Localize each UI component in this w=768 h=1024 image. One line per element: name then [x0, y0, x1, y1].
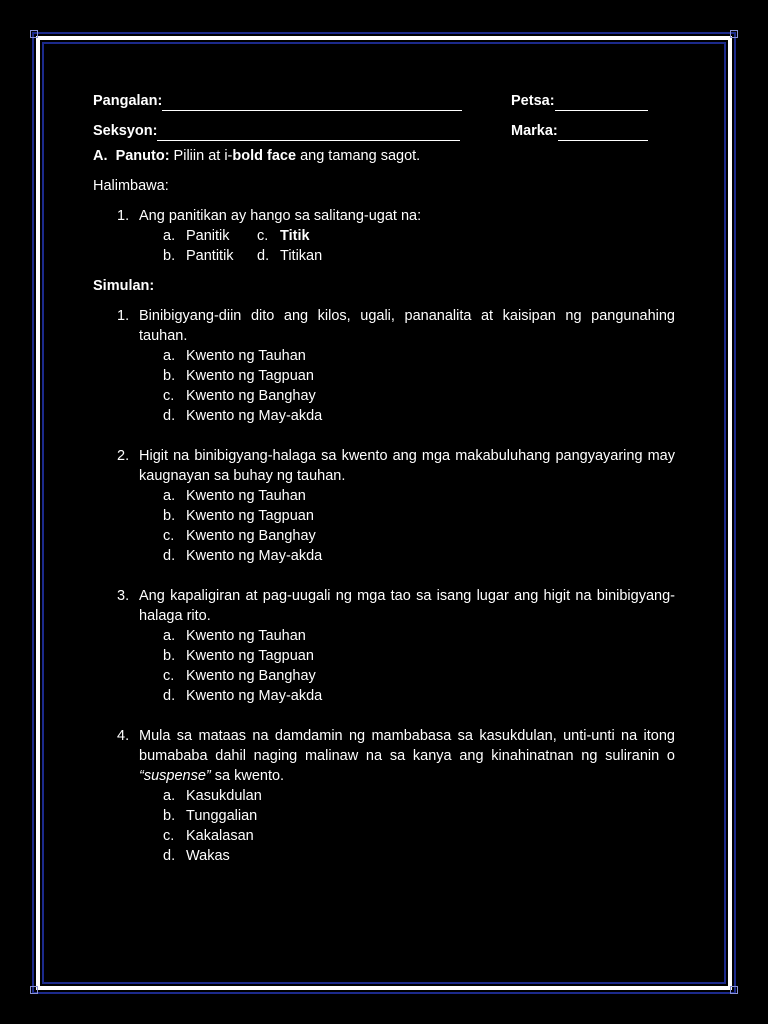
option-item[interactable]	[163, 666, 675, 686]
option-item[interactable]	[163, 406, 675, 426]
question-number: 2.	[117, 448, 130, 464]
question-4-options	[163, 786, 675, 866]
option-item[interactable]	[163, 546, 675, 566]
option-letter: a.	[163, 788, 176, 804]
option-text: Kwento ng Tagpuan	[186, 648, 314, 664]
instructions-letter: A.	[93, 148, 108, 164]
option-item[interactable]	[163, 626, 675, 646]
option-letter: d.	[163, 688, 176, 704]
option-text: Kwento ng Tauhan	[186, 488, 306, 504]
option-text: Wakas	[186, 848, 230, 864]
option-item[interactable]	[163, 686, 675, 706]
score-label: Marka:	[511, 123, 558, 139]
option-item[interactable]	[163, 486, 675, 506]
example-options	[163, 226, 675, 266]
question-text-italic: “suspense”	[139, 768, 211, 784]
option-text: Tunggalian	[186, 808, 258, 824]
option-item[interactable]	[163, 506, 675, 526]
section-field[interactable]	[157, 126, 460, 141]
option-letter: b.	[163, 648, 176, 664]
option-text: Kwento ng Tagpuan	[186, 368, 314, 384]
name-label: Pangalan:	[93, 93, 163, 109]
option-text: Titikan	[280, 248, 323, 264]
instructions-label: Panuto:	[115, 148, 170, 164]
question-text	[139, 726, 675, 786]
option-item[interactable]	[163, 826, 675, 846]
option-text: Kwento ng Tagpuan	[186, 508, 314, 524]
question-text: Ang kapaligiran at pag-uugali ng mga tao sa isang lugar ang higit na binibigyang-halaga rito.	[139, 588, 675, 624]
option-letter: b.	[163, 508, 176, 524]
question-1	[93, 306, 675, 346]
worksheet	[93, 86, 675, 866]
question-text: Binibigyang-diin dito ang kilos, ugali, pananalita at kaisipan ng pangunahing tauhan.	[139, 308, 675, 344]
question-text: Higit na binibigyang-halaga sa kwento ang mga makabuluhang pangyayaring may kaugnayan sa buhay ng tauhan.	[139, 448, 675, 484]
score-field[interactable]	[558, 126, 648, 141]
option-text: Pantitik	[186, 248, 234, 264]
option-item[interactable]	[163, 366, 675, 386]
option-letter: d.	[257, 248, 270, 264]
option-letter: d.	[163, 548, 176, 564]
question-number: 3.	[117, 588, 130, 604]
option-letter: b.	[163, 808, 176, 824]
option-text: Kwento ng Banghay	[186, 528, 316, 544]
question-2-options	[163, 486, 675, 566]
option-letter: c.	[163, 828, 175, 844]
option-letter: a.	[163, 348, 176, 364]
option-text: Kwento ng May-akda	[186, 688, 323, 704]
option-letter: d.	[163, 408, 176, 424]
option-text: Kwento ng Banghay	[186, 668, 316, 684]
instructions-text-after: ang tamang sagot.	[296, 148, 421, 164]
option-item[interactable]	[163, 846, 675, 866]
question-2	[93, 446, 675, 486]
example-number: 1.	[117, 208, 130, 224]
section-label: Seksyon:	[93, 123, 158, 139]
question-3	[93, 586, 675, 626]
option-letter: b.	[163, 368, 176, 384]
name-field[interactable]	[162, 96, 462, 111]
option-item[interactable]	[163, 386, 675, 406]
instructions	[93, 146, 675, 166]
option-letter: c.	[257, 228, 269, 244]
option-text: Kwento ng Banghay	[186, 388, 316, 404]
option-text: Kwento ng May-akda	[186, 408, 323, 424]
question-text-after: sa kwento.	[210, 768, 285, 784]
option-letter: a.	[163, 228, 176, 244]
frame-corner	[730, 30, 738, 38]
question-number: 4.	[117, 728, 130, 744]
instructions-bold-text: bold face	[232, 148, 297, 164]
option-item[interactable]	[163, 786, 675, 806]
option-letter: c.	[163, 668, 175, 684]
header-row-1	[93, 86, 675, 116]
example-question-text: Ang panitikan ay hango sa salitang-ugat na:	[139, 208, 422, 224]
frame-corner	[30, 30, 38, 38]
example-question	[93, 206, 675, 226]
header-row-2	[93, 116, 675, 146]
option-letter: a.	[163, 488, 176, 504]
date-field[interactable]	[555, 96, 648, 111]
frame-corner	[30, 986, 38, 994]
question-1-options	[163, 346, 675, 426]
option-text: Kwento ng Tauhan	[186, 348, 306, 364]
example-label: Halimbawa:	[93, 178, 169, 194]
option-text: Kwento ng Tauhan	[186, 628, 306, 644]
option-text: Kakalasan	[186, 828, 254, 844]
frame-corner	[730, 986, 738, 994]
instructions-text-before: Piliin at i-	[169, 148, 233, 164]
option-text: Kasukdulan	[186, 788, 262, 804]
option-item[interactable]	[163, 806, 675, 826]
option-item[interactable]	[163, 526, 675, 546]
option-text: Panitik	[186, 228, 230, 244]
start-label: Simulan:	[93, 278, 155, 294]
option-text: Kwento ng May-akda	[186, 548, 323, 564]
option-item[interactable]	[163, 646, 675, 666]
date-label: Petsa:	[511, 93, 555, 109]
option-letter: d.	[163, 848, 176, 864]
question-number: 1.	[117, 308, 130, 324]
question-4	[93, 726, 675, 786]
option-letter: a.	[163, 628, 176, 644]
option-letter: c.	[163, 388, 175, 404]
option-letter: c.	[163, 528, 175, 544]
question-3-options	[163, 626, 675, 706]
question-text-before: Mula sa mataas na damdamin ng mambabasa sa kasukdulan, unti-unti na itong bumababa dahil naging malinaw na sa kanya ang kinahinatnan ng suliranin o	[139, 728, 675, 764]
option-item[interactable]	[163, 346, 675, 366]
option-letter: b.	[163, 248, 176, 264]
option-text-correct: Titik	[280, 228, 310, 244]
